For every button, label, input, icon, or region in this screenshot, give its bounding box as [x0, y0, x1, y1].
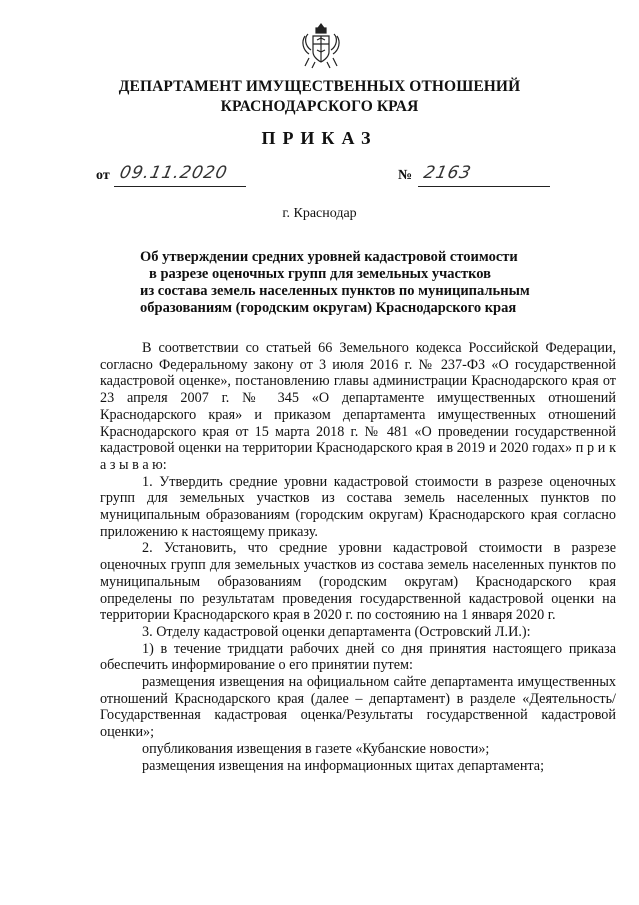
- coat-of-arms-icon: [299, 20, 343, 70]
- body-paragraph: 3. Отделу кадастровой оценки департамента (Островский Л.И.):: [142, 623, 531, 640]
- body-paragraph: размещения извещения на информационных щитах департамента;: [142, 757, 545, 774]
- number-underline: [418, 186, 550, 187]
- city-name: г. Краснодар: [282, 206, 357, 221]
- body-paragraph: 1) в течение тридцати рабочих дней со дня принятия настоящего приказа обеспечить информирование о его принятии путем:: [100, 640, 616, 674]
- order-body: [100, 340, 616, 774]
- department-name-line1: ДЕПАРТАМЕНТ ИМУЩЕСТВЕННЫХ ОТНОШЕНИЙ: [118, 78, 521, 95]
- order-subject: [140, 249, 530, 317]
- subject-line: из состава земель населенных пунктов по муниципальным: [140, 283, 530, 299]
- body-paragraph: опубликования извещения в газете «Кубанские новости»;: [142, 740, 490, 757]
- date-underline: [114, 186, 246, 187]
- body-paragraph: В соответствии со статьей 66 Земельного кодекса Российской Федерации, согласно Федеральному закону от 3 июля 2016 г. № 237-ФЗ «О государственной кадастровой оценке», постановлению главы администрации Краснодарского края от 23 апреля 2007 г. № 345 «О департаменте имущественных отношений Краснодарского края» и приказом департамента имущественных отношений Краснодарского края от 15 марта 2018 г. № 481 «О проведении государственной кадастровой оценки на территории Краснодарского края в 2019 и 2020 годах» п р и к а з ы в а ю:: [100, 340, 616, 473]
- date-value-handwritten: 09.11.2020: [117, 163, 230, 183]
- date-label: от: [96, 168, 110, 183]
- body-paragraph: 2. Установить, что средние уровни кадастровой стоимости в разрезе оценочных групп для земельных участков из состава земель населенных пунктов по муниципальным образованиям (городским округам) Краснодарского края определены по результатам проведения государственной кадастровой оценки на территории Краснодарского края в 2020 г. по состоянию на 1 января 2020 г.: [100, 540, 616, 624]
- subject-line: образованиям (городским округам) Краснодарского края: [140, 300, 517, 316]
- body-paragraph: 1. Утвердить средние уровни кадастровой стоимости в разрезе оценочных групп для земельных участков из состава земель населенных пунктов по муниципальным образованиям (городским округам) Краснодарского края согласно приложению к настоящему приказу.: [100, 473, 616, 540]
- document-type-title: ПРИКАЗ: [261, 128, 378, 148]
- department-name-line2: КРАСНОДАРСКОГО КРАЯ: [220, 98, 419, 115]
- body-paragraph: размещения извещения на официальном сайте департамента имущественных отношений Краснодарского края (далее – департамент) в разделе «Деятельность/Государственная кадастровая оценка/Результаты государственной кадастровой оценки»;: [100, 674, 616, 741]
- number-label: №: [398, 168, 413, 183]
- subject-line: в разрезе оценочных групп для земельных участков: [148, 266, 491, 282]
- subject-line: Об утверждении средних уровней кадастровой стоимости: [140, 249, 518, 265]
- number-value-handwritten: 2163: [421, 163, 474, 183]
